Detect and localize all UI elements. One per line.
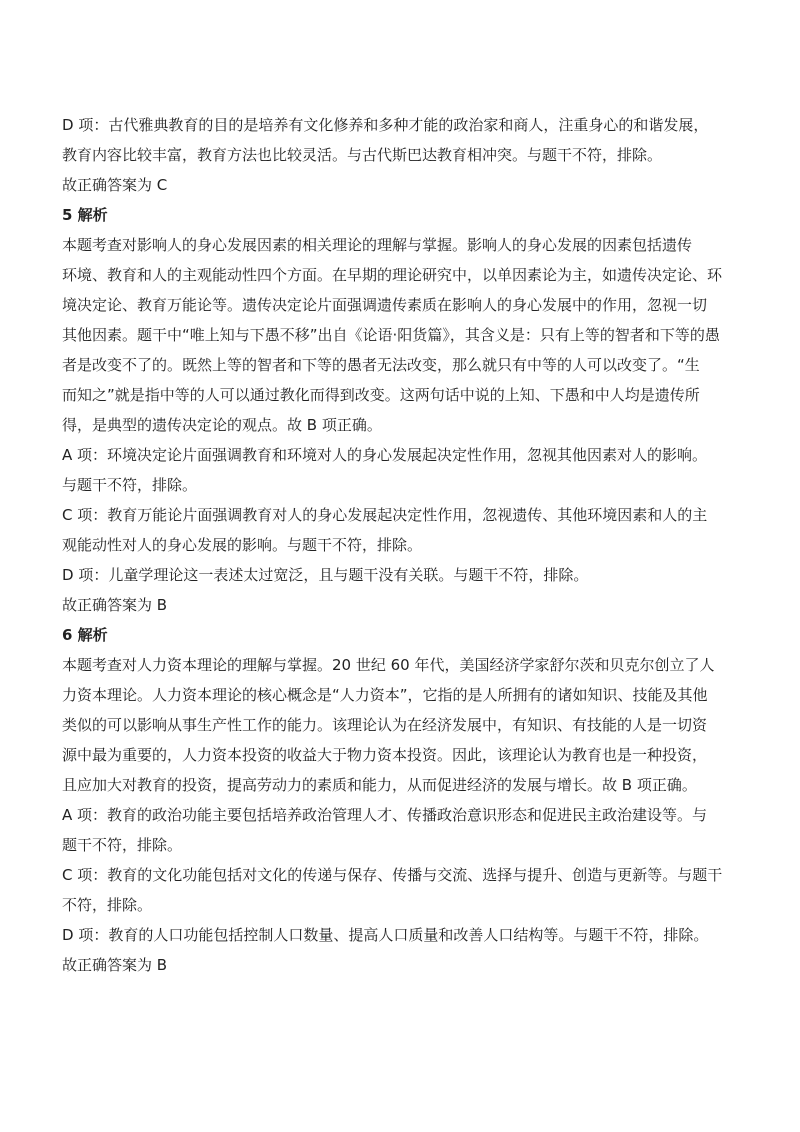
section-heading — [62, 200, 752, 230]
paragraph — [62, 950, 752, 980]
paragraph — [62, 560, 752, 590]
text-line: 得，是典型的遗传决定论的观点。故 B 项正确。 — [62, 416, 382, 434]
paragraph — [62, 920, 752, 950]
text-line: 本题考查对影响人的身心发展因素的相关理论的理解与掌握。影响人的身心发展的因素包括遗传 — [62, 236, 693, 254]
text-line: 且应加大对教育的投资，提高劳动力的素质和能力，从而促进经济的发展与增长。故 B 项正确。 — [62, 776, 697, 794]
text-line: 境决定论、教育万能论等。遗传决定论片面强调遗传素质在影响人的身心发展中的作用，忽视一切 — [62, 296, 708, 314]
document-page — [62, 110, 752, 980]
text-line: 故正确答案为 C — [62, 176, 168, 194]
paragraph — [62, 800, 752, 860]
section-heading — [62, 620, 752, 650]
text-line: D 项：教育的人口功能包括控制人口数量、提高人口质量和改善人口结构等。与题干不符，排除。 — [62, 926, 709, 944]
text-line: D 项：古代雅典教育的目的是培养有文化修养和多种才能的政治家和商人，注重身心的和谐发展， — [62, 116, 709, 134]
paragraph — [62, 230, 752, 440]
text-line: 其他因素。题干中“唯上知与下愚不移”出自《论语·阳货篇》，其含义是：只有上等的智者和下等的愚 — [62, 326, 720, 344]
text-line: A 项：环境决定论片面强调教育和环境对人的身心发展起决定性作用，忽视其他因素对人的影响。 — [62, 446, 708, 464]
text-line: 观能动性对人的身心发展的影响。与题干不符，排除。 — [62, 536, 423, 554]
text-line: 5 解析 — [62, 206, 108, 224]
paragraph — [62, 110, 752, 170]
text-line: 6 解析 — [62, 626, 108, 644]
text-line: C 项：教育的文化功能包括对文化的传递与保存、传播与交流、选择与提升、创造与更新等。与题干 — [62, 866, 723, 884]
paragraph — [62, 860, 752, 920]
paragraph — [62, 650, 752, 800]
text-line: 而知之”就是指中等的人可以通过教化而得到改变。这两句话中说的上知、下愚和中人均是遗传所 — [62, 386, 700, 404]
text-line: 与题干不符，排除。 — [62, 476, 198, 494]
text-line: 故正确答案为 B — [62, 596, 168, 614]
text-line: 本题考查对人力资本理论的理解与掌握。20 世纪 60 年代，美国经济学家舒尔茨和贝克尔创立了人 — [62, 656, 715, 674]
text-line: 题干不符，排除。 — [62, 836, 183, 854]
text-line: A 项：教育的政治功能主要包括培养政治管理人才、传播政治意识形态和促进民主政治建设等。与 — [62, 806, 708, 824]
paragraph — [62, 440, 752, 500]
text-line: 者是改变不了的。既然上等的智者和下等的愚者无法改变，那么就只有中等的人可以改变了。“生 — [62, 356, 700, 374]
paragraph — [62, 590, 752, 620]
text-line: 教育内容比较丰富，教育方法也比较灵活。与古代斯巴达教育相冲突。与题干不符，排除。 — [62, 146, 663, 164]
text-line: 环境、教育和人的主观能动性四个方面。在早期的理论研究中，以单因素论为主，如遗传决定论、环 — [62, 266, 723, 284]
text-line: 故正确答案为 B — [62, 956, 168, 974]
text-line: C 项：教育万能论片面强调教育对人的身心发展起决定性作用，忽视遗传、其他环境因素和人的主 — [62, 506, 708, 524]
paragraph — [62, 170, 752, 200]
text-line: 力资本理论。人力资本理论的核心概念是“人力资本”，它指的是人所拥有的诸如知识、技能及其他 — [62, 686, 708, 704]
text-line: 类似的可以影响从事生产性工作的能力。该理论认为在经济发展中，有知识、有技能的人是一切资 — [62, 716, 708, 734]
text-line: 源中最为重要的，人力资本投资的收益大于物力资本投资。因此，该理论认为教育也是一种投资， — [62, 746, 708, 764]
text-line: D 项：儿童学理论这一表述太过宽泛，且与题干没有关联。与题干不符，排除。 — [62, 566, 589, 584]
paragraph — [62, 500, 752, 560]
text-line: 不符，排除。 — [62, 896, 153, 914]
